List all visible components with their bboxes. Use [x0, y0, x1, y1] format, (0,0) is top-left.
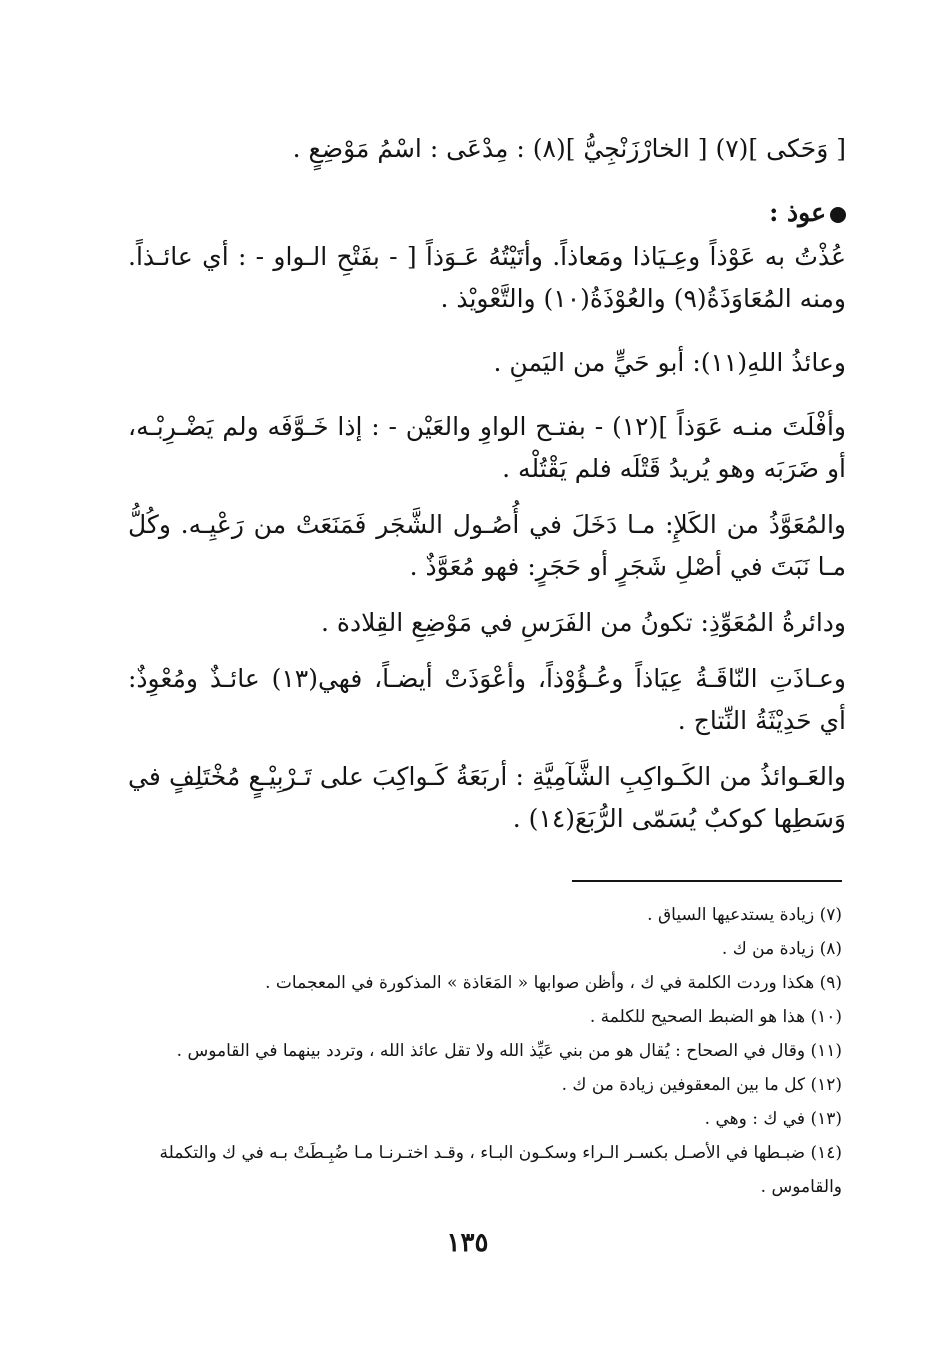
footnote-divider [572, 880, 842, 882]
paragraph [128, 504, 846, 588]
paragraph [128, 756, 846, 840]
footnote: (٨) زيادة من ك . [721, 939, 842, 959]
main-text [128, 128, 846, 854]
page-number: ١٣٥ [446, 1228, 489, 1258]
paragraph [128, 406, 846, 490]
paragraph-text: وعـاذَتِ النّاقَـةُ عِيَاذاً وعُـؤُوْذاً، وأعْوَذَتْ أيضـاً، فهي(١٣) عائـذٌ ومُعْوِذٌ: أي حَدِيْثَةُ النِّتاج . [128, 664, 846, 735]
paragraph [128, 128, 846, 170]
paragraph-text: والعَـوائذُ من الكَـواكِبِ الشَّآمِيَّةِ : أربَعَةُ كَـواكِبَ على تَـرْبِيْـعٍ مُخْتَلِفٍ في وَسَطِها كوكبٌ يُسَمّى الرُّبَعَ(١٤) . [128, 762, 846, 833]
paragraph-text: والمُعَوَّذُ من الكَلإِ: مـا دَخَلَ في أُصُـول الشَّجَر فَمَنَعَتْ من رَعْيِـه. وكُلُّ مـا نَبَتَ في أصْلِ شَجَرٍ أو حَجَرٍ: فهو مُعَوَّذٌ . [128, 510, 846, 581]
paragraph [128, 658, 846, 742]
footnote: (١٤) ضبـطها في الأصـل بكسـر الـراء وسكـون البـاء ، وقـد اختـرنـا مـا ضُبِـطَتْ بـه في ك والتكملة والقاموس . [159, 1143, 842, 1197]
heading-text: عوذ : [769, 198, 826, 227]
paragraph-text: وعائذُ اللهِ(١١): أبو حَيٍّ من اليَمنِ . [493, 348, 846, 377]
footnote: (١٠) هذا هو الضبط الصحيح للكلمة . [589, 1007, 842, 1027]
entry-heading [128, 192, 846, 234]
bullet-icon [830, 207, 846, 223]
paragraph-text: وأفْلَتَ منـه عَوَذاً ](١٢) - بفتـح الواوِ والعَيْن - : إذا خَـوَّفَه ولم يَضْـرِبْـه، أو ضَرَبَه وهو يُريدُ قَتْلَه فلم يَقْتُلْه . [128, 412, 846, 483]
footnote: (١١) وقال في الصحاح : يُقال هو من بني عَيِّذ الله ولا تقل عائذ الله ، وتردد بينهما في القاموس . [176, 1041, 842, 1061]
paragraph [128, 602, 846, 644]
paragraph [128, 236, 846, 320]
paragraph-text: عُذْتُ به عَوْذاً وعِـيَاذا ومَعاذاً. وأتَيْتُهُ عَـوَذاً [ - بفَتْحِ الـواو - : أي عائـذاً. ومنه المُعَاوَذَةُ(٩) والعُوْذَةُ(١٠) والتَّعْويْذ . [128, 242, 846, 313]
footnote: (١٣) في ك : وهي . [704, 1109, 842, 1129]
footnote: (٩) هكذا وردت الكلمة في ك ، وأظن صوابها « المَعَاذة » المذكورة في المعجمات . [265, 973, 842, 993]
paragraph-text: [ وَحَكى ](٧) [ الخارْزَنْجِيُّ ](٨) : مِدْعَى : اسْمُ مَوْضِعٍ . [292, 134, 846, 163]
footnote: (٧) زيادة يستدعيها السياق . [647, 905, 842, 925]
paragraph-text: ودائرةُ المُعَوِّذِ: تكونُ من الفَرَسِ في مَوْضِعِ القِلادة . [320, 608, 846, 637]
footnotes [110, 898, 842, 1204]
footnote: (١٢) كل ما بين المعقوفين زيادة من ك . [561, 1075, 842, 1095]
paragraph [128, 342, 846, 384]
